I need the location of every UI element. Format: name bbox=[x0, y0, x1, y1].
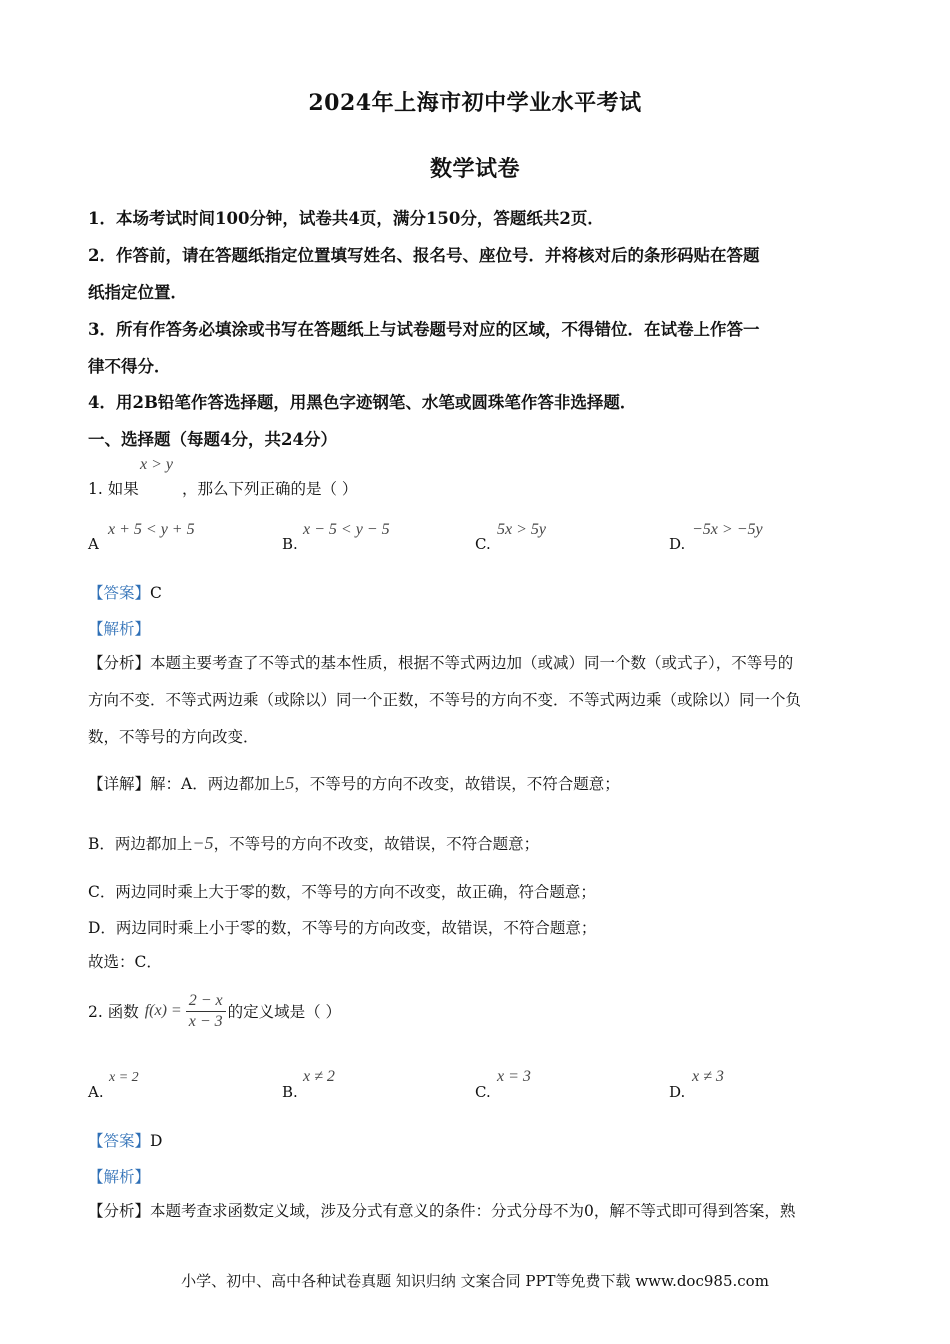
instruction-line: 3．所有作答务必填涂或书写在答题纸上与试卷题号对应的区域，不得错位．在试卷上作答一 bbox=[88, 320, 760, 339]
q1-option-d-expr: −5x > −5y bbox=[692, 521, 763, 538]
instruction-line: 1．本场考试时间100分钟，试卷共4页，满分150分，答题纸共2页． bbox=[88, 209, 604, 228]
q2-option-c-label: C. bbox=[475, 1083, 491, 1101]
q1-conclusion: 故选：C． bbox=[88, 953, 162, 971]
q1-analysis-line: 【分析】本题主要考查了不等式的基本性质，根据不等式两边加（或减）同一个数（或式子），不等号的 bbox=[88, 654, 794, 672]
q2-option-b-label: B. bbox=[282, 1083, 298, 1101]
q1-detail-c: C．两边同时乘上大于零的数，不等号的方向不改变，故正确，符合题意； bbox=[88, 883, 596, 901]
instruction-line: 纸指定位置． bbox=[88, 283, 187, 302]
q1-detail-d: D．两边同时乘上小于零的数，不等号的方向改变，故错误，不符合题意； bbox=[88, 919, 597, 937]
instruction-line: 4．用2B铅笔作答选择题，用黑色字迹钢笔、水笔或圆珠笔作答非选择题． bbox=[88, 393, 637, 412]
exam-subtitle: 数学试卷 bbox=[429, 156, 520, 182]
q2-stem-prefix: 2. 函数 bbox=[88, 1003, 139, 1021]
instruction-line: 2．作答前，请在答题纸指定位置填写姓名、报名号、座位号．并将核对后的条形码贴在答题 bbox=[88, 246, 760, 265]
q1-answer: C bbox=[150, 584, 162, 602]
q2-analysis-tag: 【解析】 bbox=[88, 1168, 151, 1186]
q1-stem-suffix: ，那么下列正确的是（ ） bbox=[182, 480, 358, 498]
q1-stem-prefix: 1. 如果 bbox=[88, 480, 139, 498]
q1-option-b-label: B. bbox=[282, 535, 298, 553]
q1-detail-b-prefix: B．两边都加上 bbox=[88, 835, 193, 853]
q1-analysis-line: 方向不变．不等式两边乘（或除以）同一个正数，不等号的方向不变．不等式两边乘（或除以）同一个负 bbox=[88, 691, 802, 709]
q1-detail-a-suffix: ，不等号的方向不改变，故错误，不符合题意； bbox=[294, 775, 620, 793]
q1-detail-a-number: 5 bbox=[285, 773, 295, 793]
q2-option-d-label: D. bbox=[669, 1083, 686, 1101]
q1-condition: x > y bbox=[140, 456, 173, 473]
q2-analysis-line: 【分析】本题考查求函数定义域，涉及分式有意义的条件：分式分母不为0，解不等式即可得到答案，熟 bbox=[88, 1202, 796, 1220]
q1-detail-b-number: −5 bbox=[192, 833, 214, 853]
exam-title: 2024年上海市初中学业水平考试 bbox=[308, 90, 642, 116]
q2-answer: D bbox=[150, 1132, 163, 1150]
q2-option-c-expr: x = 3 bbox=[497, 1068, 531, 1085]
q2-denominator: x − 3 bbox=[188, 1012, 223, 1030]
q2-option-a-expr: x = 2 bbox=[109, 1070, 139, 1085]
q2-fraction bbox=[186, 991, 226, 1032]
section-heading: 一、选择题（每题4分，共24分） bbox=[88, 430, 337, 449]
q2-option-d-expr: x ≠ 3 bbox=[692, 1068, 724, 1085]
q1-option-d-label: D. bbox=[669, 535, 686, 553]
q2-answer-tag: 【答案】 bbox=[88, 1132, 151, 1150]
q1-option-a-expr: x + 5 < y + 5 bbox=[108, 521, 195, 538]
q1-option-c-label: C. bbox=[475, 535, 491, 553]
q1-answer-tag: 【答案】 bbox=[88, 584, 151, 602]
q1-detail-b-suffix: ，不等号的方向不改变，故错误，不符合题意； bbox=[213, 835, 540, 853]
q1-analysis-line: 数，不等号的方向改变． bbox=[88, 728, 259, 746]
q2-numerator: 2 − x bbox=[186, 991, 226, 1012]
q2-stem-suffix: 的定义域是（ ） bbox=[227, 1003, 342, 1021]
q1-option-c-expr: 5x > 5y bbox=[497, 521, 546, 538]
q1-option-a-label: A bbox=[88, 535, 99, 553]
q1-option-b-expr: x − 5 < y − 5 bbox=[303, 521, 390, 538]
q1-detail-a-prefix: 【详解】解：A．两边都加上 bbox=[88, 775, 286, 793]
q2-option-b-expr: x ≠ 2 bbox=[303, 1068, 335, 1085]
q2-option-a-label: A. bbox=[88, 1083, 104, 1101]
q2-function-lhs: f(x) = bbox=[144, 1002, 182, 1019]
q1-analysis-tag: 【解析】 bbox=[88, 620, 151, 638]
page-footer: 小学、初中、高中各种试卷真题 知识归纳 文案合同 PPT等免费下载 www.doc985.com bbox=[181, 1272, 769, 1290]
instruction-line: 律不得分． bbox=[88, 357, 171, 376]
